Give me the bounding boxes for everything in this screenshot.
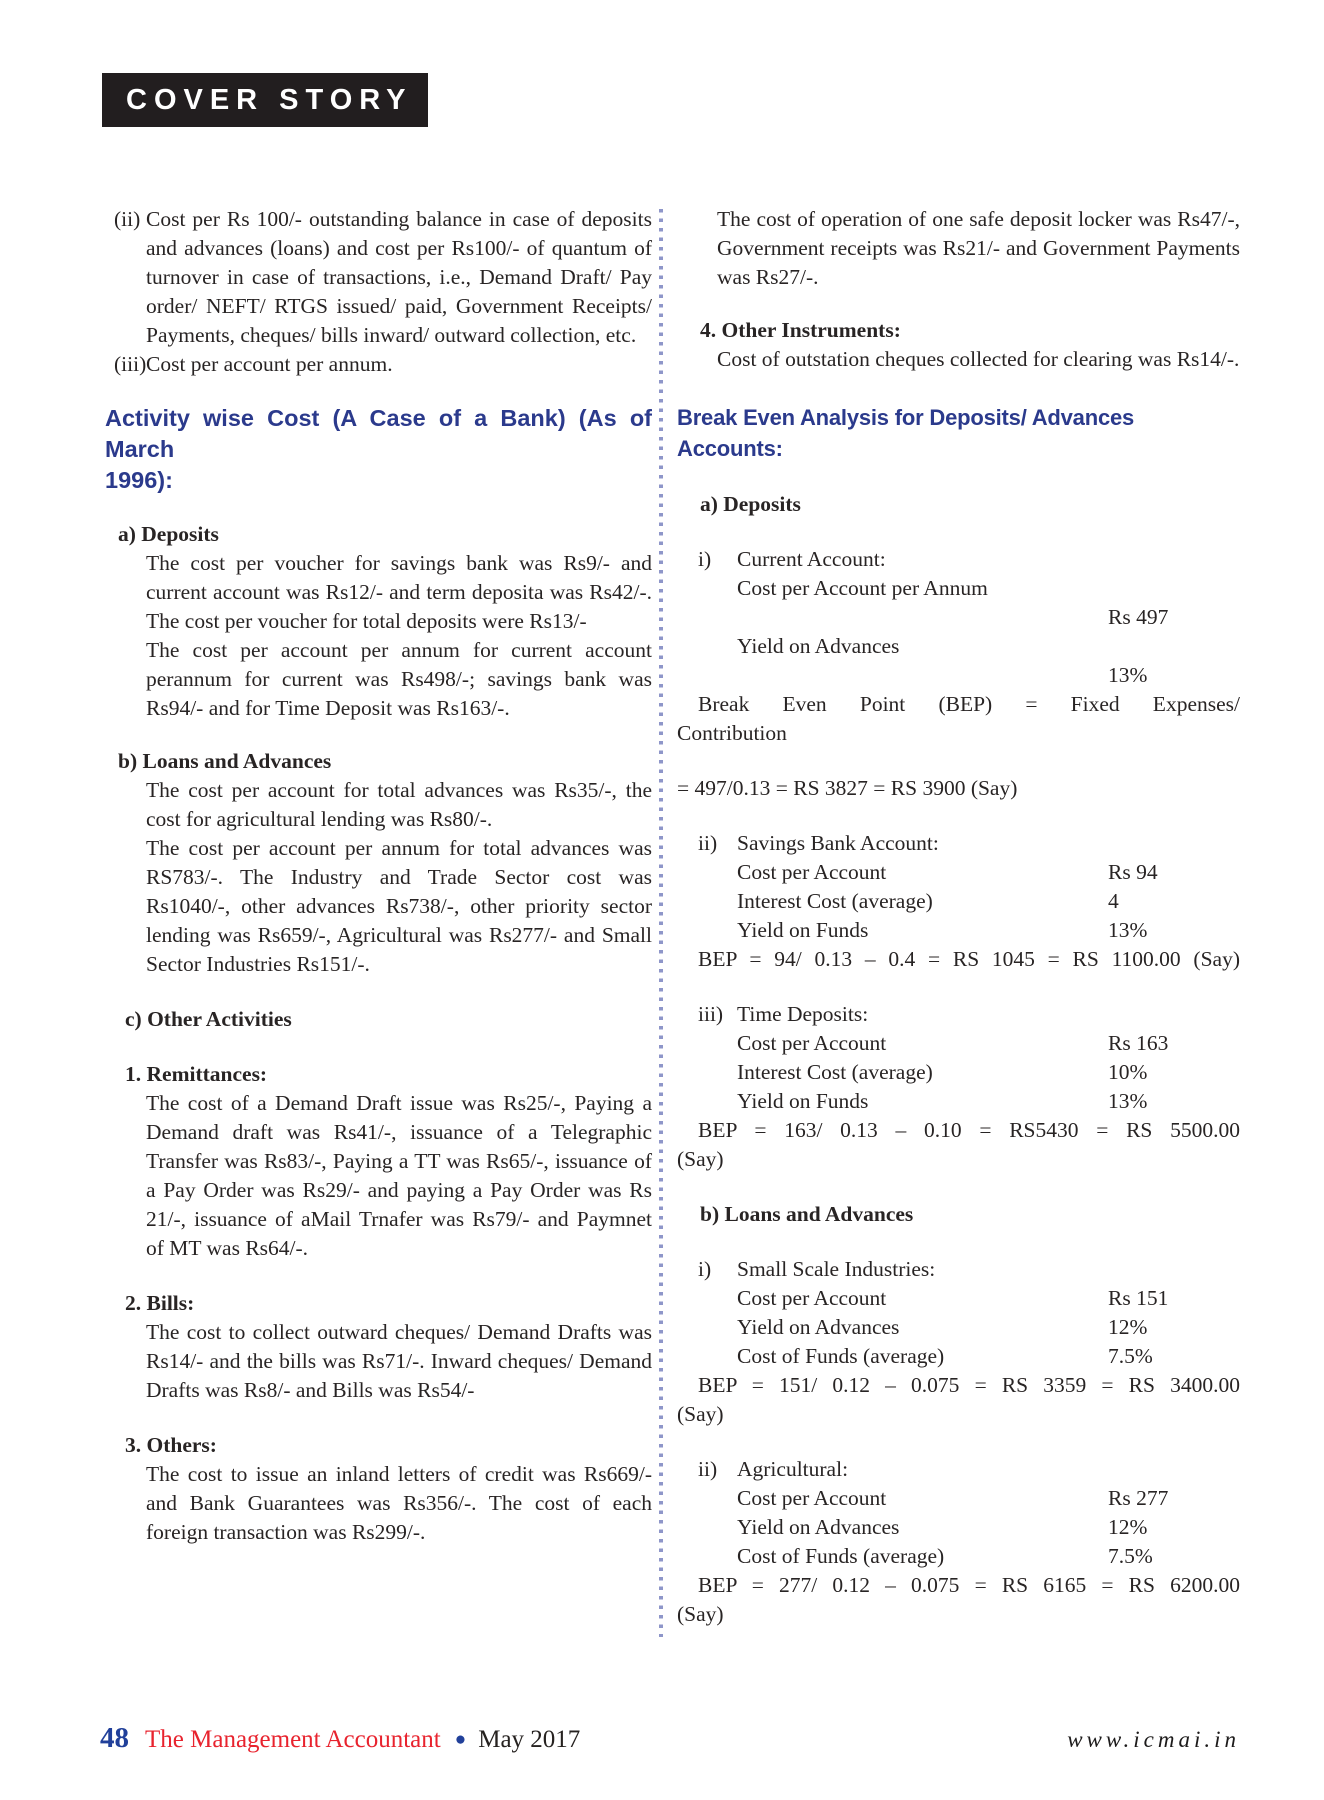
row-value: Rs 277: [1108, 1486, 1169, 1510]
row-label: Cost per Account: [737, 860, 887, 884]
row-label: Cost per Account: [737, 1286, 887, 1310]
value-row: [677, 1087, 1240, 1116]
left-column: [100, 205, 652, 1547]
section-title: Savings Bank Account:: [737, 831, 939, 855]
section-title-line: [677, 829, 1240, 858]
bep-line: BEP = 277/ 0.12 – 0.075 = RS 6165 = RS 6200.00: [698, 1573, 1240, 1597]
row-label: Yield on Funds: [737, 1089, 869, 1113]
row-label: Cost of Funds (average): [737, 1544, 945, 1568]
row-value: Rs 151: [1108, 1286, 1169, 1310]
row-value-line: Rs 497: [1108, 605, 1169, 629]
bep-line: BEP = 151/ 0.12 – 0.075 = RS 3359 = RS 3400.00: [698, 1373, 1240, 1397]
row-label: Yield on Advances: [737, 1315, 900, 1339]
value-row: [677, 1542, 1240, 1571]
value-row: [677, 632, 1240, 661]
break-even-heading: Break Even Analysis for Deposits/ Advances Accounts:: [677, 405, 1135, 461]
row-value: 12%: [1108, 1515, 1148, 1539]
row-value: Rs 94: [1108, 860, 1158, 884]
time-deposits-section: [677, 1000, 1240, 1174]
row-label: Cost per Account per Annum: [737, 576, 988, 600]
item-text: Cost per Rs 100/- outstanding balance in case of deposits and advances (loans) and cost per Rs100/- of quantum of turnover in case of transactions, i.e., Demand Draft/ Pay order/ NEFT/ RTGS issued/ paid, Government Receipts/ Payments, cheques/ bills inward/ outward collection, etc.: [146, 207, 652, 347]
section-title: Current Account:: [737, 547, 886, 571]
locker-paragraph: The cost of operation of one safe deposit locker was Rs47/-, Government receipts was Rs21/- and Government Payments was Rs27/-.: [717, 207, 1240, 289]
issue-date: May 2017: [478, 1726, 581, 1753]
section-title: Agricultural:: [737, 1457, 849, 1481]
section-marker: iii): [698, 1002, 724, 1026]
item-text: Cost per account per annum.: [146, 352, 393, 376]
value-row: [677, 1313, 1240, 1342]
row-value: 12%: [1108, 1315, 1148, 1339]
value-row: [677, 916, 1240, 945]
item-marker: (ii): [114, 207, 141, 231]
value-row: [677, 574, 1240, 603]
others-heading: 3. Others:: [125, 1433, 217, 1457]
page-number: 48: [100, 1722, 129, 1754]
loans-paragraph-1: The cost per account for total advances was Rs35/-, the cost for agricultural lending was Rs80/-.: [146, 778, 652, 831]
value-row: [677, 1513, 1240, 1542]
row-value: 10%: [1108, 1060, 1148, 1084]
savings-account-section: [677, 829, 1240, 974]
website-url: www.icmai.in: [1067, 1727, 1240, 1752]
heading-line: 1996):: [105, 467, 173, 493]
section-marker: ii): [698, 1457, 718, 1481]
value-row: [677, 1029, 1240, 1058]
page-footer: [100, 1724, 1240, 1756]
bep-line: (Say): [677, 1147, 724, 1171]
row-value: 7.5%: [1108, 1544, 1153, 1568]
remittances-heading: 1. Remittances:: [125, 1062, 268, 1086]
row-label: Cost per Account: [737, 1031, 887, 1055]
others-paragraph: The cost to issue an inland letters of credit was Rs669/- and Bank Guarantees was Rs356/-. The cost of each foreign transaction was Rs299/-.: [146, 1462, 652, 1544]
row-value: Rs 163: [1108, 1031, 1169, 1055]
section-marker: i): [698, 547, 712, 571]
deposits-heading: a) Deposits: [118, 522, 219, 546]
row-value: 13%: [1108, 918, 1148, 942]
row-label: Interest Cost (average): [737, 1060, 933, 1084]
bep-line: Contribution: [677, 721, 787, 745]
footer-bullet-icon: ●: [454, 1729, 467, 1750]
other-instruments-heading: 4. Other Instruments:: [700, 318, 901, 342]
bep-line: (Say): [677, 1402, 724, 1426]
row-label: Yield on Advances: [737, 1515, 900, 1539]
row-value: 4: [1108, 889, 1119, 913]
other-activities-heading: c) Other Activities: [125, 1007, 292, 1031]
value-row: [677, 858, 1240, 887]
other-instruments-paragraph: Cost of outstation cheques collected for clearing was Rs14/-.: [717, 347, 1240, 371]
bep-line: BEP = 163/ 0.13 – 0.10 = RS5430 = RS 5500.00: [698, 1118, 1240, 1142]
deposits-paragraph-1: The cost per voucher for savings bank was Rs9/- and current account was Rs12/- and term deposita was Rs42/-. The cost per voucher for total deposits were Rs13/-: [146, 551, 652, 633]
loans-advances-heading: b) Loans and Advances: [118, 749, 332, 773]
row-label: Yield on Funds: [737, 918, 869, 942]
bep-line: Break Even Point (BEP) = Fixed Expenses/: [698, 692, 1240, 716]
section-title-line: [677, 1000, 1240, 1029]
bep-result: = 497/0.13 = RS 3827 = RS 3900 (Say): [677, 776, 1018, 800]
right-column: [677, 205, 1240, 1629]
magazine-title: The Management Accountant: [145, 1726, 441, 1753]
value-row: [677, 1484, 1240, 1513]
section-title-line: [677, 545, 1240, 574]
loans-paragraph-2: The cost per account per annum for total advances was RS783/-. The Industry and Trade Sector cost was Rs1040/-, other advances Rs738/-, other priority sector lending was Rs659/-, Agricultural was Rs277/- and Small Sector Industries Rs151/-.: [146, 836, 652, 976]
activity-wise-cost-heading: [105, 403, 652, 496]
list-item-ii: [100, 205, 652, 350]
bep-line: (Say): [677, 1602, 724, 1626]
item-marker: (iii): [114, 352, 147, 376]
row-value: 13%: [1108, 1089, 1148, 1113]
cover-story-tag: COVER STORY: [102, 73, 428, 127]
heading-line: Activity wise Cost (A Case of a Bank) (As of March: [105, 405, 652, 462]
dotted-column-divider: [659, 209, 663, 1637]
section-marker: ii): [698, 831, 718, 855]
section-title: Small Scale Industries:: [737, 1257, 936, 1281]
bills-heading: 2. Bills:: [125, 1291, 195, 1315]
section-title: Time Deposits:: [737, 1002, 869, 1026]
row-value: 7.5%: [1108, 1344, 1153, 1368]
value-row: [677, 1058, 1240, 1087]
deposits-heading-right: a) Deposits: [700, 492, 801, 516]
section-title-line: [677, 1455, 1240, 1484]
section-marker: i): [698, 1257, 712, 1281]
bills-paragraph: The cost to collect outward cheques/ Demand Drafts was Rs14/- and the bills was Rs71/-. Inward cheques/ Demand Drafts was Rs8/- and Bills was Rs54/-: [146, 1320, 652, 1402]
row-label: Cost of Funds (average): [737, 1344, 945, 1368]
value-row: [677, 1284, 1240, 1313]
small-scale-section: [677, 1255, 1240, 1429]
value-row: [677, 1342, 1240, 1371]
row-label: Yield on Advances: [737, 634, 900, 658]
agricultural-section: [677, 1455, 1240, 1629]
row-label: Cost per Account: [737, 1486, 887, 1510]
row-value-line: 13%: [1108, 663, 1148, 687]
deposits-paragraph-2: The cost per account per annum for current account perannum for current was Rs498/-; savings bank was Rs94/- and for Time Deposit was Rs163/-.: [146, 638, 652, 720]
loans-advances-heading-right: b) Loans and Advances: [700, 1202, 914, 1226]
remittances-paragraph: The cost of a Demand Draft issue was Rs25/-, Paying a Demand draft was Rs41/-, issuance of a Telegraphic Transfer was Rs83/-, Paying a TT was Rs65/-, issuance of a Pay Order was Rs29/- and paying a Pay Order was Rs 21/-, issuance of aMail Trnafer was Rs79/- and Paymnet of MT was Rs64/-.: [146, 1091, 652, 1260]
current-account-section: [677, 545, 1240, 803]
value-row: [677, 887, 1240, 916]
list-item-iii: [100, 350, 652, 379]
bep-line: BEP = 94/ 0.13 – 0.4 = RS 1045 = RS 1100.00 (Say): [698, 947, 1240, 971]
row-label: Interest Cost (average): [737, 889, 933, 913]
section-title-line: [677, 1255, 1240, 1284]
